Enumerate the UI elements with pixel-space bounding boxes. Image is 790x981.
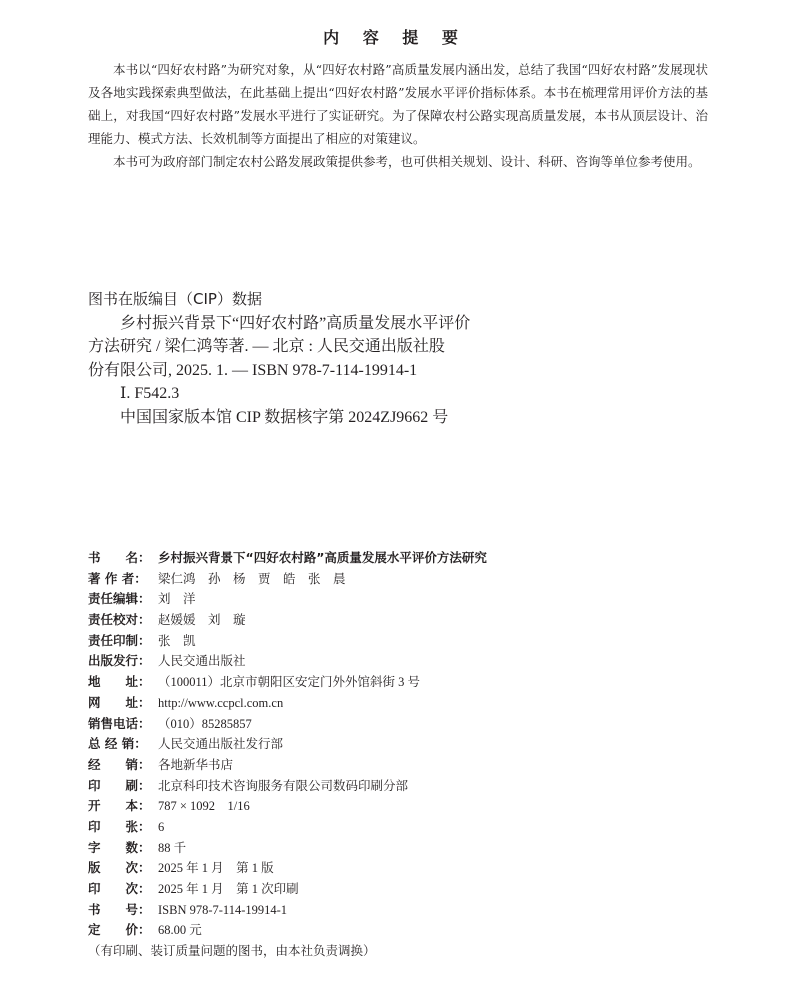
imprint-value: http://www.ccpcl.com.cn <box>158 695 284 710</box>
imprint-label: 出版发行： <box>88 653 151 669</box>
imprint-value: （100011）北京市朝阳区安定门外外馆斜街 3 号 <box>158 675 421 690</box>
imprint-row <box>88 776 738 797</box>
imprint-value: 2025 年 1 月 第 1 版 <box>158 861 274 876</box>
imprint-value: 787 × 1092 1/16 <box>158 799 250 814</box>
summary-body <box>88 58 708 173</box>
imprint-label: 印 张： <box>88 818 151 834</box>
imprint-value: 人民交通出版社 <box>158 654 246 669</box>
imprint-value: 各地新华书店 <box>158 757 234 772</box>
imprint-row <box>88 589 738 610</box>
imprint-value: 北京科印技术咨询服务有限公司数码印刷分部 <box>158 778 409 793</box>
imprint-row <box>88 796 738 817</box>
imprint-row <box>88 631 738 652</box>
imprint-row <box>88 755 738 776</box>
imprint-value: 张 凯 <box>158 633 196 648</box>
cip-block <box>88 288 648 429</box>
imprint-row <box>88 714 738 735</box>
imprint-label: 书 名： <box>88 550 151 565</box>
imprint-value: 刘 洋 <box>158 592 196 607</box>
imprint-value: 68.00 元 <box>158 923 202 938</box>
imprint-row <box>88 672 738 693</box>
imprint-row <box>88 734 738 755</box>
cip-line: 份有限公司, 2025. 1. — ISBN 978-7-114-19914-1 <box>88 361 418 379</box>
imprint-label: 版 次： <box>88 860 151 876</box>
imprint-table <box>88 548 738 962</box>
imprint-value: 赵媛媛 刘 璇 <box>158 613 246 628</box>
cip-line: 乡村振兴背景下“四好农村路”高质量发展水平评价 <box>120 314 471 332</box>
imprint-value: 6 <box>158 819 165 834</box>
imprint-row <box>88 651 738 672</box>
imprint-label: 责任校对： <box>88 612 151 628</box>
imprint-label: 网 址： <box>88 694 151 710</box>
imprint-label: 总 经 销： <box>88 736 147 752</box>
imprint-label: 印 次： <box>88 881 151 896</box>
cip-record-number: 中国国家版本馆 CIP 数据核字第 2024ZJ9662 号 <box>120 408 449 426</box>
cip-classification: Ⅰ. F542.3 <box>120 385 180 402</box>
imprint-label: 定 价： <box>88 922 151 938</box>
cip-heading: 图书在版编目（CIP）数据 <box>88 290 262 308</box>
imprint-label: 经 销： <box>88 756 151 772</box>
quality-note: （有印刷、装订质量问题的图书，由本社负责调换） <box>88 944 376 959</box>
imprint-row <box>88 879 738 900</box>
imprint-label: 销售电话： <box>88 715 151 731</box>
imprint-label: 书 号： <box>88 901 151 917</box>
imprint-row <box>88 838 738 859</box>
imprint-row <box>88 548 738 569</box>
imprint-row <box>88 569 738 590</box>
imprint-value: （010）85285857 <box>158 716 252 731</box>
imprint-value: 乡村振兴背景下“四好农村路”高质量发展水平评价方法研究 <box>158 550 487 565</box>
imprint-row <box>88 817 738 838</box>
summary-paragraph: 本书可为政府部门制定农村公路发展政策提供参考，也可供相关规划、设计、科研、咨询等单位参考使用。 <box>113 154 701 169</box>
imprint-label: 字 数： <box>88 839 151 855</box>
imprint-row <box>88 858 738 879</box>
imprint-row <box>88 900 738 921</box>
imprint-row <box>88 610 738 631</box>
summary-title: 内 容 提 要 <box>323 28 467 47</box>
imprint-label: 开 本： <box>88 798 151 814</box>
cip-line: 方法研究 / 梁仁鸿等著. — 北京 : 人民交通出版社股 <box>88 338 445 355</box>
imprint-value: 2025 年 1 月 第 1 次印刷 <box>158 882 299 896</box>
imprint-value: 88 千 <box>158 840 187 855</box>
imprint-label: 地 址： <box>88 674 151 690</box>
imprint-value: 梁仁鸿 孙 杨 贾 皓 张 晨 <box>158 571 346 586</box>
imprint-row <box>88 693 738 714</box>
imprint-label: 印 刷： <box>88 777 151 793</box>
imprint-label: 著 作 者： <box>88 570 147 586</box>
imprint-label: 责任印制： <box>88 632 151 648</box>
imprint-label: 责任编辑： <box>88 591 151 607</box>
summary-paragraph: 本书以“四好农村路”为研究对象，从“四好农村路”高质量发展内涵出发，总结了我国“四好农村路”发展现状及各地实践探索典型做法，在此基础上提出“四好农村路”发展水平评价指标体系。本书在梳理常用评价方法的基础上，对我国“四好农村路”发展水平进行了实证研究。为了保障农村公路实现高质量发展，本书从顶层设计、治理能力、模式方法、长效机制等方面提出了相应的对策建议。 <box>88 62 708 146</box>
imprint-value: 人民交通出版社发行部 <box>158 737 284 752</box>
imprint-row <box>88 920 738 941</box>
imprint-value: ISBN 978-7-114-19914-1 <box>158 902 288 917</box>
